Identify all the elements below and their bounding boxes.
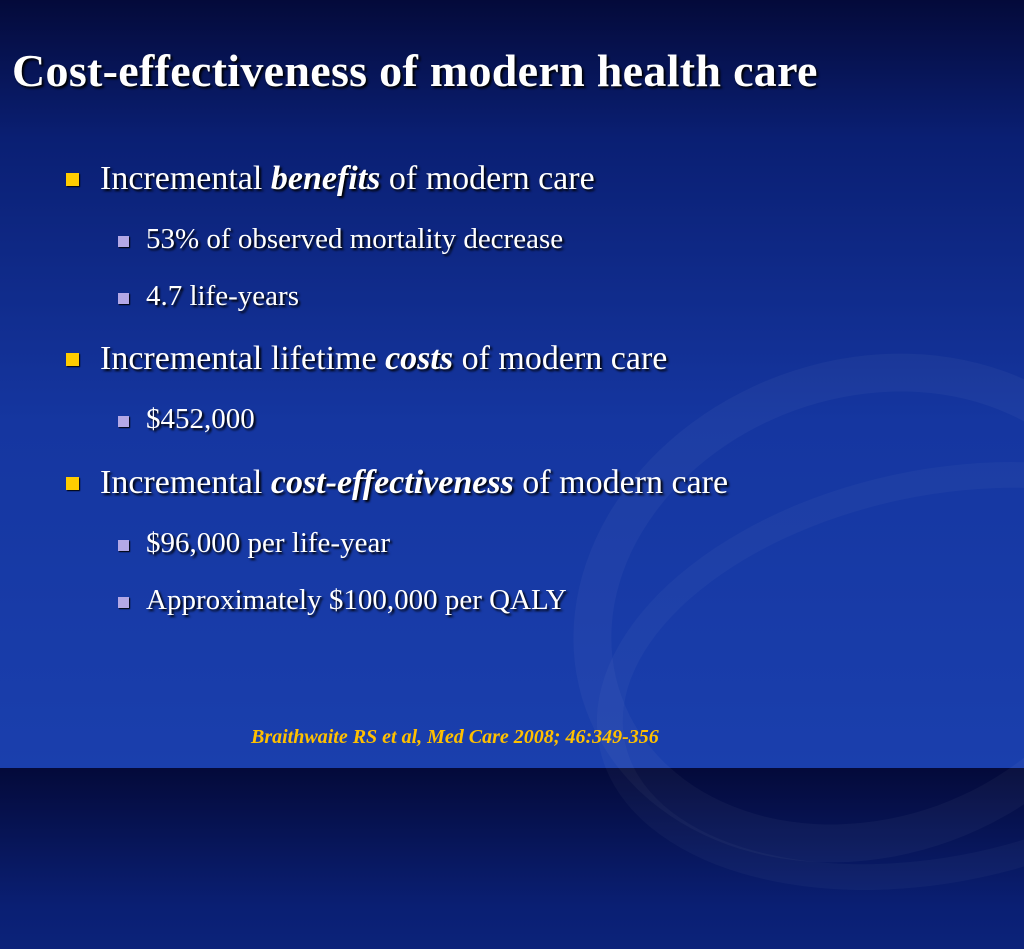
bullet-emphasis: benefits [270, 160, 381, 197]
sub-bullet-item: 53% of observed mortality decrease [146, 223, 564, 255]
bullet-square-icon [66, 477, 79, 490]
sub-bullet-square-icon [118, 236, 129, 247]
bullet-item [100, 340, 667, 378]
slide-title: Cost-effectiveness of modern health care [12, 45, 818, 96]
bullet-square-icon [66, 173, 79, 186]
bullet-text: of modern care [513, 464, 729, 501]
bullet-text: Incremental [100, 160, 271, 197]
sub-bullet-square-icon [118, 597, 129, 608]
sub-bullet-square-icon [118, 293, 129, 304]
sub-bullet-square-icon [118, 540, 129, 551]
bullet-text: of modern care [380, 160, 595, 197]
bullet-text: Incremental lifetime [100, 340, 386, 377]
sub-bullet-item: $452,000 [146, 403, 255, 435]
bullet-emphasis: costs [385, 340, 454, 377]
bullet-item [100, 160, 595, 198]
bullet-text: of modern care [453, 340, 668, 377]
sub-bullet-item: $96,000 per life-year [146, 527, 390, 559]
bullet-text: Incremental [100, 464, 271, 501]
citation: Braithwaite RS et al, Med Care 2008; 46:349-356 [251, 726, 659, 748]
sub-bullet-item: Approximately $100,000 per QALY [146, 584, 567, 616]
sub-bullet-square-icon [118, 416, 129, 427]
bullet-emphasis: cost-effectiveness [270, 464, 514, 501]
sub-bullet-item: 4.7 life-years [146, 280, 299, 312]
bullet-square-icon [66, 353, 79, 366]
bullet-item [100, 464, 728, 502]
